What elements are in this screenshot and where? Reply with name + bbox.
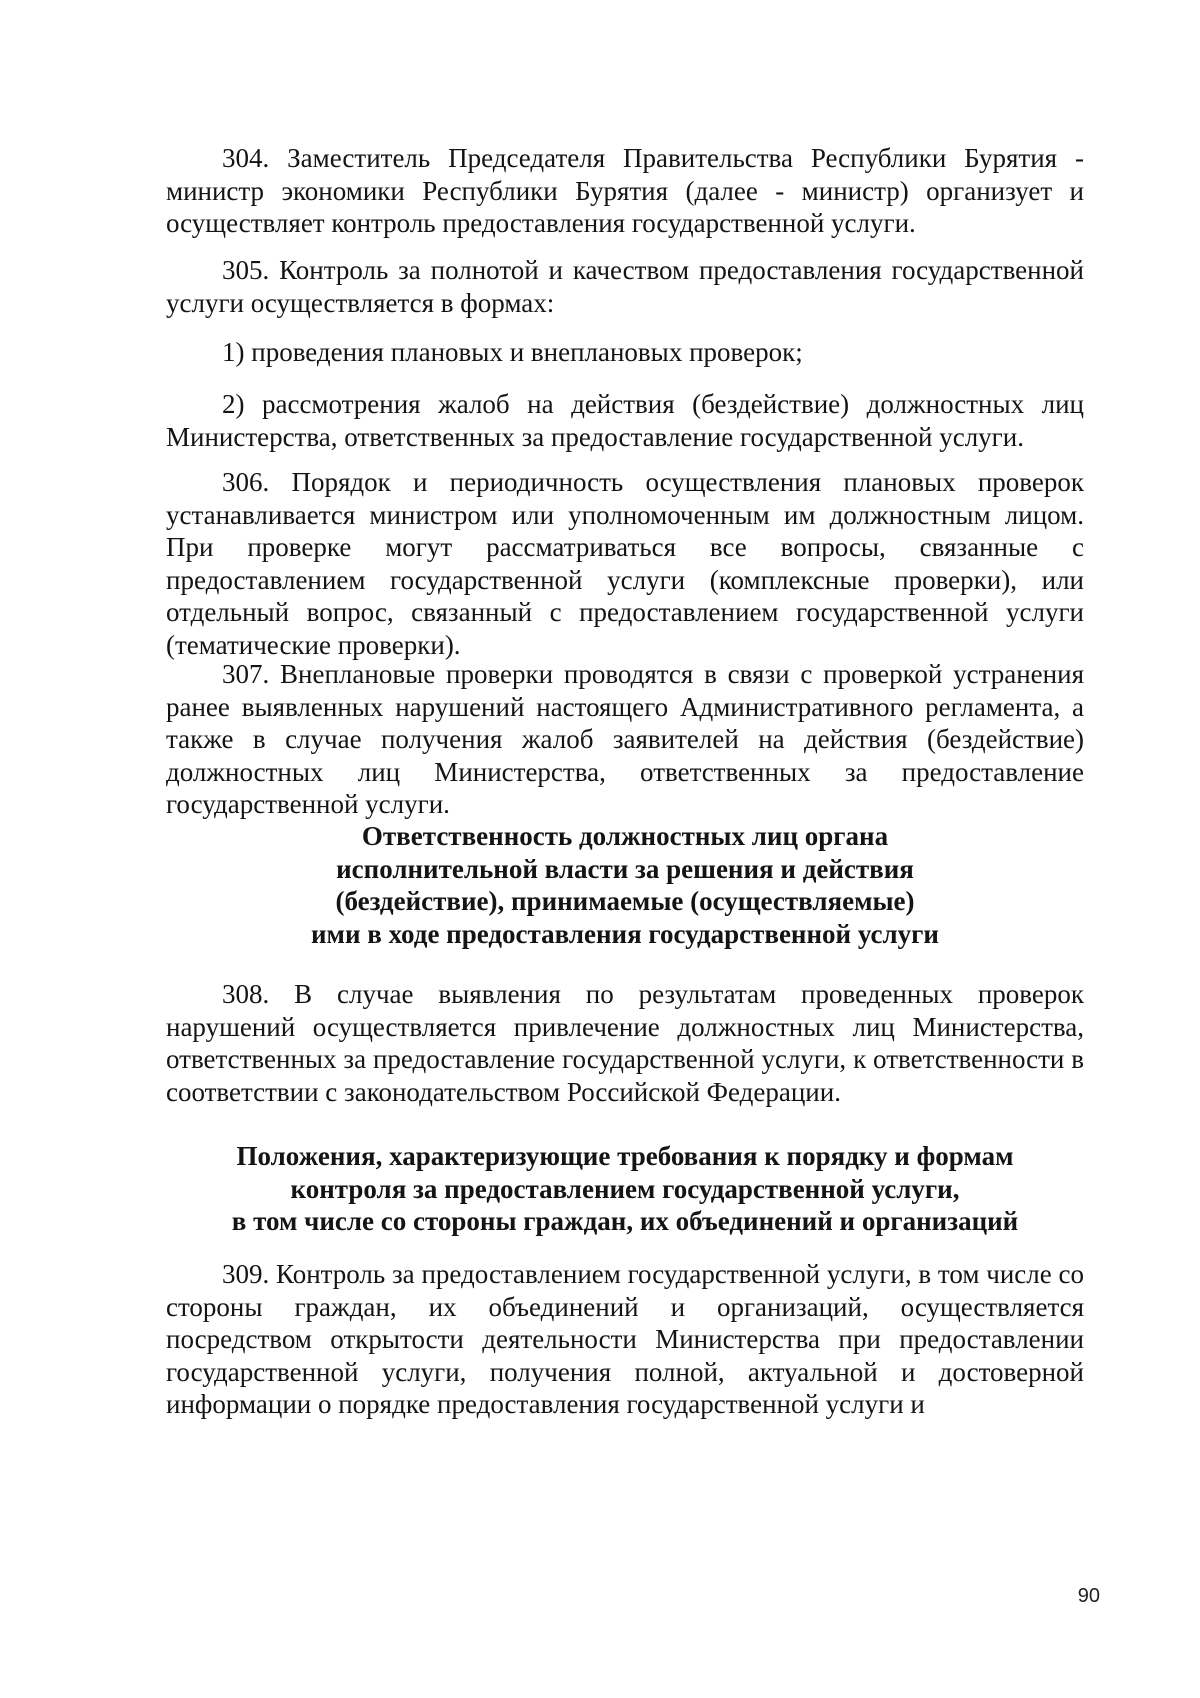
heading-line: Ответственность должностных лиц органа: [361, 821, 889, 851]
heading-line: контроля за предоставлением государственной услуги,: [290, 1173, 960, 1204]
paragraph-307: 307. Внеплановые проверки проводятся в связи с проверкой устранения ранее выявленных нарушений настоящего Административного регламента, а также в случае получения жалоб заявителей на действия (бездействие) должностных лиц Министерства, ответственных за предоставление государственной услуги.: [166, 659, 1084, 819]
paragraph-305-item-1: 1) проведения плановых и внеплановых проверок;: [222, 337, 803, 367]
paragraph-308: 308. В случае выявления по результатам проведенных проверок нарушений осуществляется привлечение должностных лиц Министерства, ответственных за предоставление государственной услуги, к ответственности в соответствии с законодательством Российской Федерации.: [166, 979, 1084, 1107]
paragraph-305-item-2: 2) рассмотрения жалоб на действия (бездействие) должностных лиц Министерства, ответственных за предоставление государственной услуги.: [166, 389, 1084, 452]
heading-line: в том числе со стороны граждан, их объединений и организаций: [231, 1206, 1019, 1236]
heading-line: Положения, характеризующие требования к порядку и формам: [236, 1141, 1014, 1171]
paragraph-305: 305. Контроль за полнотой и качеством предоставления государственной услуги осуществляется в формах:: [166, 255, 1084, 318]
section-heading-control-requirements: [166, 1140, 1084, 1238]
paragraph-304: 304. Заместитель Председателя Правительства Республики Бурятия - министр экономики Республики Бурятия (далее - министр) организует и осуществляет контроль предоставления государственной услуги.: [166, 143, 1084, 238]
section-heading-responsibility: [166, 820, 1084, 950]
heading-line: ими в ходе предоставления государственной услуги: [311, 918, 939, 949]
heading-line: исполнительной власти за решения и действия: [336, 853, 914, 884]
paragraph-306: 306. Порядок и периодичность осуществления плановых проверок устанавливается министром или уполномоченным им должностным лицом. При проверке могут рассматриваться все вопросы, связанные с предоставлением государственной услуги (комплексные проверки), или отдельный вопрос, связанный с предоставлением государственной услуги (тематические проверки).: [166, 467, 1084, 660]
heading-line: (бездействие), принимаемые (осуществляемые): [335, 886, 915, 916]
paragraph-309: 309. Контроль за предоставлением государственной услуги, в том числе со стороны граждан, их объединений и организаций, осуществляется посредством открытости деятельности Министерства при предоставлении государственной услуги, получения полной, актуальной и достоверной информации о порядке предоставления государственной услуги и: [166, 1259, 1084, 1419]
page-number: 90: [1077, 1585, 1100, 1607]
